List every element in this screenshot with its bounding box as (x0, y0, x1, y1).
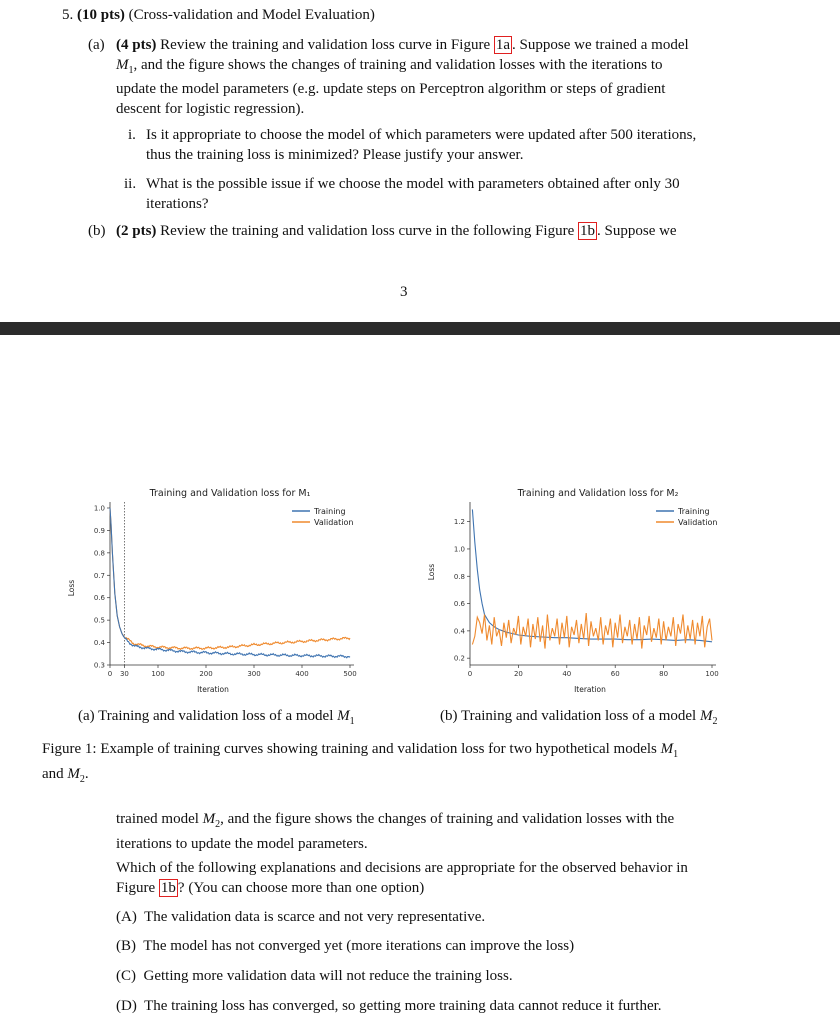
y-tick-label: 1.2 (453, 518, 465, 527)
figure-ref-1b[interactable]: 1b (160, 879, 176, 896)
x-tick-label: 200 (199, 670, 213, 678)
chart-m1-legend (292, 507, 354, 527)
subpart-ii-text: What is the possible issue if we choose the model with parameters obtained after only 30 iterations? (146, 176, 680, 212)
part-b-text: (2 pts) Review the training and validation loss curve in the following Figure 1b . Suppose we (116, 223, 677, 239)
page-separator (0, 322, 840, 335)
series-line-validation (110, 508, 350, 650)
chart-m1-xlabel: Iteration (197, 685, 229, 694)
y-tick-label: 0.4 (93, 639, 105, 648)
continuation-paragraph: trained model $M_2$, and the figure shows the changes of training and validation losses with the iterations to update the model parameters. (116, 811, 675, 852)
option-c: (C) Getting more validation data will not reduce the training loss. (116, 968, 513, 984)
x-tick-label: 0 (107, 670, 113, 678)
y-tick-label: 0.6 (453, 600, 465, 609)
page-number: 3 (400, 284, 408, 300)
y-tick-label: 0.8 (453, 572, 465, 581)
chart-m1-ylabel: Loss (67, 579, 76, 597)
y-tick-label: 0.5 (93, 616, 105, 625)
y-tick-label: 0.4 (453, 627, 465, 636)
x-tick-label: 30 (119, 670, 129, 678)
x-tick-label: 400 (295, 670, 309, 678)
question-prompt: Which of the following explanations and decisions are appropriate for the observed behavior in Figure 1b ? (You can choose more than one option) (116, 860, 688, 896)
option-d: (D) The training loss has converged, so getting more training data cannot reduce it further. (116, 998, 662, 1014)
y-tick-label: 0.8 (93, 549, 105, 558)
x-tick-label: 500 (343, 670, 357, 678)
chart-m1-series (110, 508, 350, 658)
x-tick-label: 0 (467, 670, 473, 678)
chart-m2-axes (454, 502, 719, 678)
question-header: 5. (10 pts) (Cross-validation and Model Evaluation) (62, 7, 375, 23)
subpart-i-label: i. (128, 127, 136, 143)
x-tick-label: 20 (513, 670, 523, 678)
subcaption-a: (a) Training and validation loss of a model $M_1$ (78, 708, 355, 727)
x-tick-label: 80 (659, 670, 669, 678)
option-b: (B) The model has not converged yet (more iterations can improve the loss) (116, 938, 575, 954)
chart-m2-ylabel: Loss (427, 563, 436, 581)
chart-m1 (60, 480, 400, 700)
figure-caption: Figure 1: Example of training curves showing training and validation loss for two hypothetical models $M_1$ and $M_2$. (42, 741, 679, 785)
chart-m1-axes (94, 502, 357, 678)
x-tick-label: 40 (562, 670, 572, 678)
chart-m2-series (472, 509, 712, 648)
x-tick-label: 100 (705, 670, 719, 678)
option-a: (A) The validation data is scarce and not very representative. (116, 909, 486, 925)
part-b-label: (b) (88, 223, 106, 239)
figure-ref-1b[interactable]: 1b (580, 223, 596, 239)
part-a-label: (a) (88, 37, 105, 53)
y-tick-label: 0.7 (93, 571, 105, 580)
x-tick-label: 60 (610, 670, 620, 678)
y-tick-label: 0.6 (93, 594, 105, 603)
legend-training-label: Training (678, 507, 710, 516)
chart-m2-title: Training and Validation loss for M₂ (517, 488, 679, 499)
subcaption-b: (b) Training and validation loss of a model $M_2$ (440, 708, 718, 727)
subpart-i-text: Is it appropriate to choose the model of which parameters were updated after 500 iterations, thus the training loss is minimized? Please justify your answer. (146, 127, 697, 163)
legend-training-label: Training (314, 507, 346, 516)
part-a-text: (4 pts) Review the training and validation loss curve in Figure 1a . Suppose we trained a model $M_1$, and the figure shows the changes of training and validation losses with the iterations to update the model parameters (e.g. update steps on Perceptron algorithm or steps of gradient descent for logistic regression). (116, 37, 689, 117)
series-line-validation (472, 613, 712, 649)
figure-ref-1a[interactable]: 1a (495, 37, 511, 53)
chart-m2-xlabel: Iteration (574, 685, 606, 694)
y-tick-label: 0.3 (93, 661, 105, 670)
legend-validation-label: Validation (314, 518, 354, 527)
x-tick-label: 300 (247, 670, 261, 678)
chart-m2 (420, 480, 760, 700)
y-tick-label: 1.0 (93, 504, 105, 513)
y-tick-label: 0.2 (453, 654, 465, 663)
y-tick-label: 0.9 (93, 526, 105, 535)
x-tick-label: 100 (151, 670, 165, 678)
y-tick-label: 1.0 (453, 545, 465, 554)
chart-m1-title: Training and Validation loss for M₁ (149, 488, 311, 499)
series-line-training (110, 508, 350, 658)
chart-m2-legend (656, 507, 718, 527)
subpart-ii-label: ii. (124, 176, 137, 192)
legend-validation-label: Validation (678, 518, 718, 527)
